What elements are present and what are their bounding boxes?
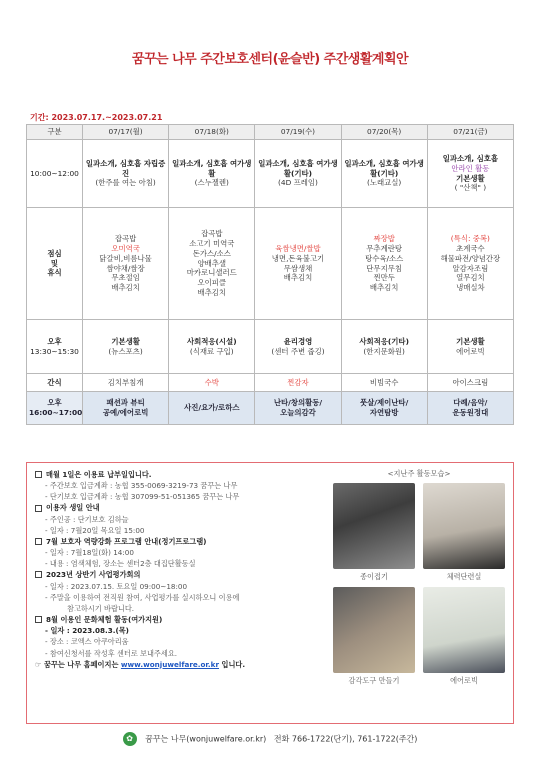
row-label (27, 392, 83, 425)
activity-sub: (4D 프레임) (278, 178, 318, 188)
activity-sub: (한주를 여는 아침) (95, 178, 156, 188)
menu-item: 알감자조림 (452, 263, 489, 273)
activity-title: 일과소개, 심호흡 여가생활 (172, 158, 252, 178)
table-cell (255, 140, 341, 208)
table-row (27, 374, 514, 392)
table-cell (255, 320, 341, 374)
menu-item: 짜장밥 (373, 233, 395, 243)
notice-heading-text: 이용자 생일 안내 (46, 503, 100, 513)
program-cell (341, 392, 427, 425)
notice-heading-text: 7월 보호자 역량강화 프로그램 안내(정기프로그램) (46, 536, 207, 546)
row-label-line: 16:00~17:00 (29, 408, 83, 417)
menu-item: 오이피클 (197, 278, 227, 288)
activity-title: 일과소개, 심호흡 여가생활(기타) (258, 158, 338, 178)
activity-title: 사회적응(시설) (186, 336, 237, 346)
header-cell: 07/20(목) (341, 125, 427, 140)
notice-heading (35, 536, 335, 547)
snack-cell: 비빔국수 (341, 374, 427, 392)
table-header-row (27, 125, 514, 140)
activity-photo (333, 483, 415, 569)
activity-title: 사회적응(기타) (359, 336, 409, 346)
row-label-line: 및 (50, 258, 59, 268)
notice-line: - 장소 : 코엑스 아쿠아리움 (45, 637, 129, 647)
footer (0, 732, 540, 746)
table-cell (83, 320, 169, 374)
notice-list (35, 469, 335, 670)
activity-sub: (식재료 구입) (189, 346, 234, 356)
photo-panel-title: <지난주 활동모습> (387, 469, 451, 478)
checkbox-icon (35, 616, 42, 623)
program-cell (255, 392, 341, 425)
checkbox-icon (35, 571, 42, 578)
photo-item (423, 483, 505, 585)
menu-item: 잡곡밥 (114, 233, 137, 243)
table-cell (83, 140, 169, 208)
snack-cell: 찐감자 (255, 374, 341, 392)
program-line: 풋살/제이난타/ (360, 398, 409, 408)
notice-heading (35, 569, 335, 580)
notice-heading (35, 469, 335, 480)
menu-cell (83, 208, 169, 320)
menu-cell (255, 208, 341, 320)
activity-sub: 에어로빅 (456, 346, 485, 356)
photo-grid (329, 483, 509, 689)
activity-sub: (뉴스포츠) (108, 346, 143, 356)
menu-item: 마카로니샐러드 (186, 268, 237, 278)
notice-heading (35, 502, 335, 513)
table-cell (427, 320, 513, 374)
menu-item: 배추김치 (369, 283, 399, 293)
checkbox-icon (35, 505, 42, 512)
menu-item: 소고기 미역국 (189, 238, 235, 248)
menu-item: 해물파전/양념간장 (440, 253, 501, 263)
menu-item: 배추김치 (111, 283, 140, 293)
activity-extra: 기본생활 (456, 173, 485, 183)
homepage-prefix: ☞ 꿈꾸는 나무 홈페이지는 (35, 659, 119, 669)
menu-cell (341, 208, 427, 320)
weekly-schedule-table (26, 124, 514, 425)
program-line: 오늘의감각 (280, 408, 316, 417)
notice-line: - 참여신청서를 작성후 센터로 보내주세요. (45, 648, 178, 658)
photo-item (333, 483, 415, 585)
row-label-line: 13:30~15:30 (30, 346, 79, 356)
activity-title: 기본생활 (111, 336, 140, 346)
activity-photo (423, 587, 505, 673)
program-line: 사진/요가/로하스 (184, 403, 240, 412)
activity-title: 일과소개, 심호흡 자립증진 (85, 158, 166, 178)
snack-cell: 아이스크림 (427, 374, 513, 392)
activity-title: 기본생활 (456, 336, 485, 346)
notice-line: - 주간보호 입금계좌 : 농협 355-0069-3219-73 꿈꾸는 나무 (45, 481, 238, 491)
notice-line: - 일자 : 2023.07.15. 토요일 09:00~18:00 (45, 581, 188, 591)
menu-item: 잡곡밥 (201, 228, 223, 238)
program-line: 공예/에어로빅 (102, 408, 149, 417)
page-title: 꿈꾸는 나무 주간보호센터(윤슬반) 주간생활계획안 (131, 52, 409, 67)
menu-item: 찐만두 (373, 273, 395, 283)
header-cell: 07/17(월) (83, 125, 169, 140)
menu-item: 돈가스/소스 (192, 248, 231, 258)
period-label: 기간: 2023.07.17.~2023.07.21 (30, 113, 163, 122)
menu-item: 오미역국 (111, 243, 140, 253)
homepage-line (35, 659, 335, 670)
menu-item: 무추계란탕 (366, 243, 402, 253)
table-row (27, 208, 514, 320)
notice-line: - 내용 : 염색체험, 장소는 센터2층 대집단활동실 (45, 559, 196, 569)
checkbox-icon (35, 471, 42, 478)
header-cell: 07/18(화) (169, 125, 255, 140)
activity-title: 윤리경영 (283, 336, 313, 346)
notice-line: - 일자 : 7월18일(화) 14:00 (45, 548, 134, 558)
notice-line: - 일자 : 2023.08.3.(목) (45, 626, 129, 636)
activity-title: 일과소개, 심호흡 (442, 153, 499, 163)
table-cell (169, 320, 255, 374)
menu-item: 닭갈비,비름나물 (99, 253, 152, 263)
notice-line: 참고하시기 바랍니다. (67, 603, 135, 613)
footer-org: 꿈꾸는 나무(wonjuwelfare.or.kr) (145, 734, 267, 744)
menu-item: 배추김치 (197, 288, 227, 298)
notice-heading (35, 614, 335, 625)
notice-line: - 일자 : 7월20일 목요일 15:00 (45, 525, 145, 535)
row-label: 10:00~12:00 (27, 140, 83, 208)
table-cell (341, 140, 427, 208)
program-line: 패션과 뷰티 (106, 398, 145, 408)
menu-item: 무초절임 (111, 273, 140, 283)
homepage-suffix: 입니다. (221, 659, 246, 669)
activity-sub: (노래교실) (366, 178, 402, 188)
notice-line: - 주인공 : 단기보호 김하늘 (45, 514, 129, 524)
footer-phone: 전화 766-1722(단기), 761-1722(주간) (273, 734, 418, 744)
activity-sub: ( "산책" ) (454, 183, 487, 193)
photo-caption: 체력단련실 (446, 572, 482, 581)
table-cell (427, 140, 513, 208)
row-label-line: 오후 (47, 398, 62, 408)
menu-cell (169, 208, 255, 320)
row-label: 간식 (27, 374, 83, 392)
activity-title: 일과소개, 심호흡 여가생활(기타) (344, 158, 424, 178)
program-cell (427, 392, 513, 425)
tree-logo-icon: ✿ (123, 732, 137, 746)
notice-line: - 주말을 이용하여 전직원 참여, 사업평가를 실시하오니 이용에 (45, 592, 240, 602)
menu-item: (특식: 중복) (450, 233, 490, 243)
menu-item: 쌈야채/쌈장 (106, 263, 145, 273)
program-line: 운동원정대 (452, 408, 489, 417)
menu-item: 육쌈냉면/쌀밥 (275, 243, 321, 253)
snack-cell: 김치부침개 (83, 374, 169, 392)
header-cell: 구분 (27, 125, 83, 140)
program-line: 다례/음악/ (453, 398, 488, 408)
table-cell (169, 140, 255, 208)
photo-item (423, 587, 505, 689)
menu-item: 양배추샐 (197, 258, 227, 268)
menu-cell (427, 208, 513, 320)
photo-panel (329, 469, 509, 689)
table-row (27, 392, 514, 425)
table-row (27, 320, 514, 374)
row-label (27, 320, 83, 374)
homepage-link[interactable]: www.wonjuwelfare.or.kr (120, 659, 219, 669)
notice-box (26, 462, 514, 724)
photo-caption: 종이접기 (360, 572, 388, 581)
activity-photo (423, 483, 505, 569)
row-label-line: 점심 (47, 248, 62, 258)
notice-line: - 단기보호 입금계좌 : 농협 307099-51-051365 꿈꾸는 나무 (45, 492, 240, 502)
activity-sub: (한지문화원) (363, 346, 405, 356)
menu-item: 냉매실차 (456, 283, 485, 293)
menu-item: 무쌈생채 (283, 263, 313, 273)
activity-sub: (스누젤렌) (194, 178, 229, 188)
menu-item: 배추김치 (283, 273, 313, 283)
menu-item: 탕수육/소스 (365, 253, 404, 263)
program-cell (83, 392, 169, 425)
row-label-line: 휴식 (47, 268, 62, 278)
menu-item: 냉면,돈육불고기 (271, 253, 325, 263)
row-label (27, 208, 83, 320)
activity-photo (333, 587, 415, 673)
online-activity: 안라인 활동 (451, 163, 490, 173)
table-row (27, 140, 514, 208)
table-cell (341, 320, 427, 374)
menu-item: 단무지무침 (366, 263, 402, 273)
program-line: 난타/창의활동/ (273, 398, 323, 408)
snack-cell: 수박 (169, 374, 255, 392)
header-cell: 07/21(금) (427, 125, 513, 140)
program-cell (169, 392, 255, 425)
photo-item (333, 587, 415, 689)
header-cell: 07/19(수) (255, 125, 341, 140)
photo-caption: 에어로빅 (450, 676, 478, 685)
photo-caption: 감각도구 만들기 (348, 676, 400, 685)
activity-sub: (센터 주변 줍깅) (271, 346, 325, 356)
menu-item: 열무김치 (456, 273, 485, 283)
notice-heading-text: 8월 이용인 문화체험 활동(여가지원) (46, 615, 163, 625)
notice-heading-text: 매월 1일은 이용료 납부일입니다. (46, 470, 152, 479)
checkbox-icon (35, 538, 42, 545)
row-label-line: 오후 (47, 336, 62, 346)
menu-item: 초계국수 (456, 243, 485, 253)
program-line: 자연탐방 (369, 408, 399, 417)
notice-heading-text: 2023년 상반기 사업평가회의 (46, 570, 141, 580)
